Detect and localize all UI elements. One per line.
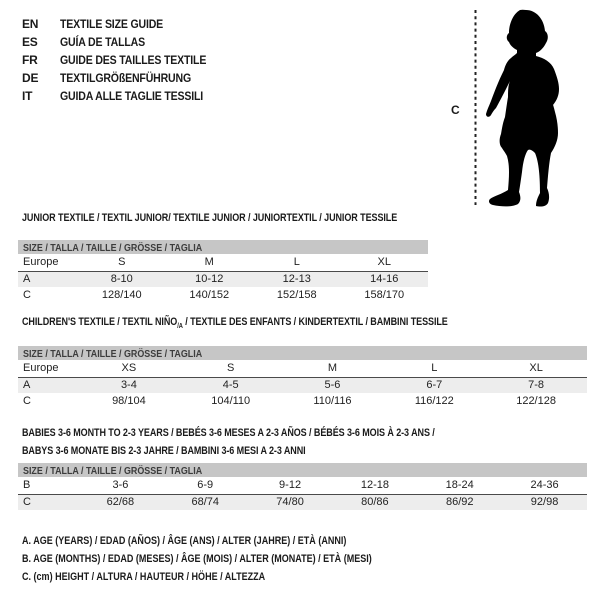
size-cell: 6-9	[163, 477, 248, 494]
junior-table	[18, 240, 428, 303]
measure-label-c: C	[451, 103, 460, 117]
size-cell: 110/116	[313, 395, 352, 407]
size-cell: 128/140	[101, 289, 142, 301]
size-cell: 152/158	[276, 289, 317, 301]
row-label: A	[18, 271, 78, 287]
language-code: IT	[22, 89, 33, 103]
size-cell: 92/98	[502, 494, 587, 510]
size-cell: 14-16	[341, 271, 429, 287]
size-header-bar	[18, 346, 587, 360]
junior-section-title	[22, 212, 480, 224]
title-subscript: /A	[177, 323, 183, 331]
language-code: FR	[22, 53, 38, 67]
column-header: L	[383, 360, 485, 377]
language-code: DE	[22, 71, 39, 85]
table-row-a	[18, 377, 587, 393]
language-row-es	[22, 33, 226, 51]
table-row-c	[18, 287, 428, 303]
language-list	[22, 15, 226, 105]
row-label: C	[23, 289, 31, 301]
legend-line-c	[22, 568, 449, 586]
legend-text: A. AGE (YEARS) / EDAD (AÑOS) / ÂGE (ANS) / ALTER (JAHRE) / ETÀ (ANNI)	[22, 535, 347, 547]
size-cell: 74/80	[248, 494, 333, 510]
column-header-europe: Europe	[18, 360, 78, 377]
language-label: GUÍA DE TALLAS	[60, 35, 145, 49]
language-row-fr	[22, 51, 226, 69]
language-code: ES	[22, 35, 38, 49]
legend-line-b	[22, 550, 449, 568]
size-cell: 80/86	[332, 494, 417, 510]
babies-table	[18, 463, 587, 510]
table-header-row	[18, 254, 428, 271]
size-cell: 18-24	[417, 477, 502, 494]
language-label: TEXTILGRÖßENFÜHRUNG	[60, 71, 192, 85]
column-header-europe: Europe	[18, 254, 78, 271]
size-cell: 6-7	[383, 377, 485, 393]
junior-section-title-text: JUNIOR TEXTILE / TEXTIL JUNIOR/ TEXTILE JUNIOR / JUNIORTEXTIL / JUNIOR TESSILE	[22, 212, 398, 224]
legend-text: B. AGE (MONTHS) / EDAD (MESES) / ÂGE (MOIS) / ALTER (MONATE) / ETÀ (MESI)	[22, 553, 372, 565]
childrens-section-title-text	[22, 316, 448, 330]
size-header-text: SIZE / TALLA / TAILLE / GRÖSSE / TAGLIA	[23, 348, 203, 360]
legend-text: C. (cm) HEIGHT / ALTURA / HAUTEUR / HÖHE / ALTEZZA	[22, 571, 266, 583]
childrens-section-title	[22, 316, 541, 330]
row-label: C	[23, 395, 31, 407]
size-cell: 12-13	[253, 271, 341, 287]
legend-line-a	[22, 532, 449, 550]
size-header-bar	[18, 463, 587, 477]
column-header: XL	[485, 360, 587, 377]
column-header: S	[180, 360, 282, 377]
title-suffix: / TEXTILE DES ENFANTS / KINDERTEXTIL / BAMBINI TESSILE	[182, 316, 448, 328]
size-cell: 10-12	[166, 271, 254, 287]
column-header: XS	[78, 360, 180, 377]
title-prefix: CHILDREN'S TEXTILE / TEXTIL NIÑO	[22, 316, 178, 328]
language-row-it	[22, 87, 226, 105]
baby-silhouette	[486, 10, 559, 207]
size-cell: 9-12	[248, 477, 333, 494]
size-cell: 122/128	[516, 395, 556, 407]
table-row-a	[18, 271, 428, 287]
row-label: C	[18, 494, 78, 510]
size-header-text: SIZE / TALLA / TAILLE / GRÖSSE / TAGLIA	[23, 242, 203, 254]
size-cell: 4-5	[180, 377, 282, 393]
column-header: M	[282, 360, 384, 377]
size-cell: 98/104	[112, 395, 146, 407]
language-code: EN	[22, 17, 39, 31]
table-row-c	[18, 494, 587, 510]
size-cell: 5-6	[282, 377, 384, 393]
language-label: TEXTILE SIZE GUIDE	[60, 17, 164, 31]
babies-section-title	[22, 424, 525, 460]
language-row-de	[22, 69, 226, 87]
size-cell: 104/110	[211, 395, 251, 407]
size-cell: 24-36	[502, 477, 587, 494]
size-cell: 140/152	[189, 289, 230, 301]
size-cell: 68/74	[163, 494, 248, 510]
babies-title-line2: BABYS 3-6 MONATE BIS 2-3 JAHRE / BAMBINI 3-6 MESI A 2-3 ANNI	[22, 445, 306, 457]
table-row-c	[18, 393, 587, 409]
size-cell: 7-8	[485, 377, 587, 393]
row-label: B	[18, 477, 78, 494]
column-header: L	[253, 254, 341, 271]
language-label: GUIDA ALLE TAGLIE TESSILI	[60, 89, 204, 103]
size-cell: 62/68	[78, 494, 163, 510]
row-label: A	[18, 377, 78, 393]
table-row-b	[18, 477, 587, 494]
measurement-legend	[22, 532, 449, 586]
column-header: S	[78, 254, 166, 271]
size-cell: 86/92	[417, 494, 502, 510]
column-header: M	[166, 254, 254, 271]
size-cell: 158/170	[364, 289, 405, 301]
baby-figure	[440, 0, 600, 215]
size-cell: 8-10	[78, 271, 166, 287]
childrens-table	[18, 346, 587, 409]
size-cell: 3-4	[78, 377, 180, 393]
size-cell: 116/122	[414, 395, 454, 407]
babies-title-line1: BABIES 3-6 MONTH TO 2-3 YEARS / BEBÉS 3-6 MESES A 2-3 AÑOS / BÉBÉS 3-6 MOIS À 2-3 ANS /	[22, 427, 435, 439]
size-cell: 12-18	[332, 477, 417, 494]
table-header-row	[18, 360, 587, 377]
language-label: GUIDE DES TAILLES TEXTILE	[60, 53, 207, 67]
size-cell: 3-6	[78, 477, 163, 494]
size-header-bar	[18, 240, 428, 254]
size-header-text: SIZE / TALLA / TAILLE / GRÖSSE / TAGLIA	[23, 465, 203, 477]
column-header: XL	[341, 254, 429, 271]
language-row-en	[22, 15, 226, 33]
